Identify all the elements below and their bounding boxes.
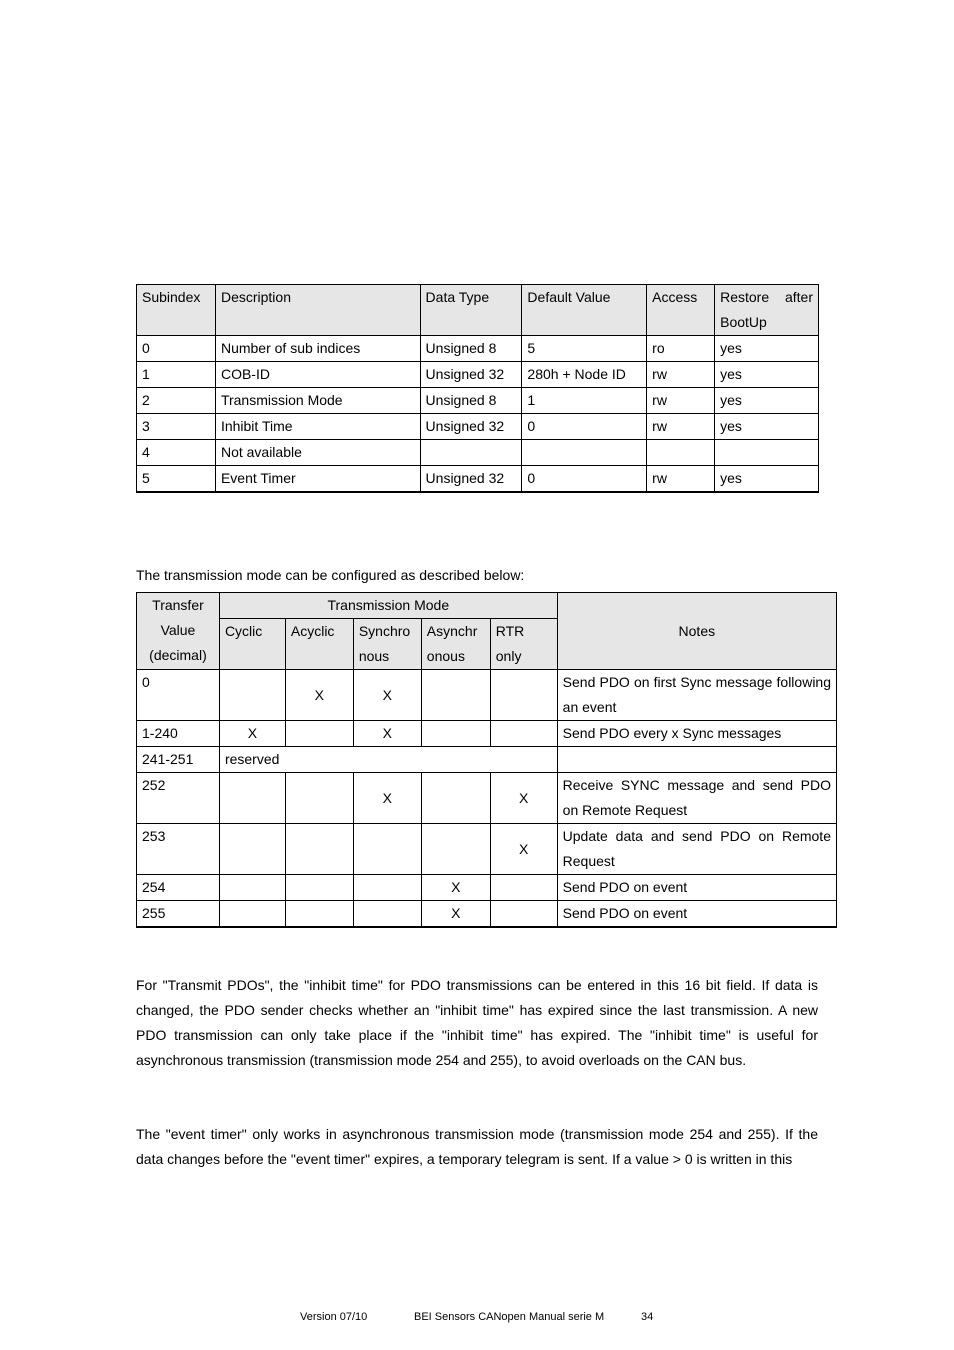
table-cell: yes xyxy=(715,466,819,493)
mode-row xyxy=(137,773,837,824)
table-row xyxy=(137,388,819,414)
transfer-line-2: Value xyxy=(160,622,196,638)
transfer-value-cell: 253 xyxy=(137,824,220,875)
table-cell: yes xyxy=(715,414,819,440)
mode-mark-cell xyxy=(219,824,285,875)
table-cell xyxy=(420,440,522,466)
table-row xyxy=(137,362,819,388)
mode-mark-cell xyxy=(285,824,353,875)
table-row xyxy=(137,336,819,362)
mode-mark-cell: X xyxy=(421,901,490,928)
mode-mark-cell xyxy=(219,901,285,928)
notes-cell: Update data and send PDO on Remote Request xyxy=(557,824,836,875)
header-rtr-line1: RTR xyxy=(495,623,525,639)
mode-mark-cell xyxy=(285,721,353,747)
notes-cell: Send PDO every x Sync messages xyxy=(557,721,836,747)
footer-page-number: 34 xyxy=(641,1311,654,1323)
mode-row xyxy=(137,875,837,901)
header-acyclic-text: Acyclic xyxy=(290,623,335,639)
header-default-value: Default Value xyxy=(522,285,647,336)
table-cell: yes xyxy=(715,336,819,362)
transfer-value-cell: 252 xyxy=(137,773,220,824)
table-cell: 0 xyxy=(137,336,216,362)
mode-mark-cell xyxy=(285,773,353,824)
table-cell: 1 xyxy=(522,388,647,414)
transfer-value-cell: 241-251 xyxy=(137,747,220,773)
header-access: Access xyxy=(647,285,715,336)
mode-mark-cell xyxy=(285,901,353,928)
footer-version: Version 07/10 xyxy=(300,1311,368,1323)
transfer-value-cell: 1-240 xyxy=(137,721,220,747)
table-header-row xyxy=(137,285,819,336)
mode-row xyxy=(137,824,837,875)
mode-header-row-1 xyxy=(137,593,837,619)
mode-mark-cell xyxy=(353,875,421,901)
mode-mark-cell: X xyxy=(490,773,557,824)
header-synchronous-line1: Synchro xyxy=(358,623,411,639)
header-asynchronous xyxy=(421,619,490,670)
table-cell: 3 xyxy=(137,414,216,440)
table-cell: yes xyxy=(715,362,819,388)
table-cell: 4 xyxy=(137,440,216,466)
header-notes: Notes xyxy=(557,593,836,670)
mode-mark-cell xyxy=(421,670,490,721)
table-cell: rw xyxy=(647,388,715,414)
table-cell xyxy=(522,440,647,466)
header-restore-after-bootup xyxy=(715,285,819,336)
header-acyclic xyxy=(285,619,353,670)
notes-cell: Receive SYNC message and send PDO on Remote Request xyxy=(557,773,836,824)
table-cell: Unsigned 8 xyxy=(420,336,522,362)
table-cell: 5 xyxy=(522,336,647,362)
object-table xyxy=(136,284,819,493)
table-cell: Event Timer xyxy=(215,466,420,493)
table-cell: 5 xyxy=(137,466,216,493)
mode-mark-cell: X xyxy=(353,721,421,747)
transfer-value-cell: 255 xyxy=(137,901,220,928)
intro-text: The transmission mode can be configured as described below: xyxy=(136,567,525,583)
table-cell: Unsigned 32 xyxy=(420,466,522,493)
mode-mark-cell xyxy=(219,875,285,901)
mode-mark-cell xyxy=(421,773,490,824)
mode-mark-cell xyxy=(421,721,490,747)
table-cell: ro xyxy=(647,336,715,362)
mode-mark-cell: X xyxy=(490,824,557,875)
mode-mark-cell: X xyxy=(353,773,421,824)
header-cyclic-text: Cyclic xyxy=(224,623,263,639)
table-cell: Inhibit Time xyxy=(215,414,420,440)
header-asynchronous-line1: Asynchr xyxy=(426,623,478,639)
mode-mark-cell: X xyxy=(353,670,421,721)
transfer-value-cell: 254 xyxy=(137,875,220,901)
table-cell: Number of sub indices xyxy=(215,336,420,362)
header-synchronous-line2: nous xyxy=(358,648,390,664)
mode-mark-cell xyxy=(490,670,557,721)
table-row xyxy=(137,440,819,466)
table-cell: 0 xyxy=(522,414,647,440)
header-rtr-line2: only xyxy=(495,648,522,664)
table-cell: Unsigned 32 xyxy=(420,362,522,388)
table-cell: Not available xyxy=(215,440,420,466)
table-row xyxy=(137,414,819,440)
table-cell: 280h + Node ID xyxy=(522,362,647,388)
footer-title: BEI Sensors CANopen Manual serie M xyxy=(414,1311,605,1323)
table-cell: Unsigned 8 xyxy=(420,388,522,414)
table-cell: yes xyxy=(715,388,819,414)
table-cell xyxy=(715,440,819,466)
notes-cell xyxy=(557,747,836,773)
header-asynchronous-line2: onous xyxy=(426,648,465,664)
table-cell: COB-ID xyxy=(215,362,420,388)
header-rtr-only xyxy=(490,619,557,670)
header-subindex: Subindex xyxy=(137,285,216,336)
header-cyclic xyxy=(219,619,285,670)
mode-mark-cell xyxy=(219,773,285,824)
notes-cell: Send PDO on first Sync message following an event xyxy=(557,670,836,721)
mode-row xyxy=(137,901,837,928)
header-transmission-mode: Transmission Mode xyxy=(219,593,557,619)
notes-cell: Send PDO on event xyxy=(557,901,836,928)
paragraph-event-timer: The "event timer" only works in asynchronous transmission mode (transmission mode 254 and 255). If the data changes before the "event timer" expires, a temporary telegram is sent. If a value > 0 is written in this xyxy=(136,1126,818,1167)
mode-row xyxy=(137,721,837,747)
mode-row xyxy=(137,670,837,721)
table-cell: 1 xyxy=(137,362,216,388)
mode-mark-cell xyxy=(490,875,557,901)
transfer-line-1: Transfer xyxy=(152,597,204,613)
header-restore-line2: BootUp xyxy=(720,314,767,330)
mode-mark-cell xyxy=(285,875,353,901)
table-cell: rw xyxy=(647,466,715,493)
mode-mark-cell xyxy=(421,824,490,875)
mode-mark-cell xyxy=(353,824,421,875)
mode-mark-cell xyxy=(490,721,557,747)
table-cell: 2 xyxy=(137,388,216,414)
table-cell: 0 xyxy=(522,466,647,493)
paragraph-inhibit-time: For "Transmit PDOs", the "inhibit time" for PDO transmissions can be entered in this 16 bit field. If data is changed, the PDO sender checks whether an "inhibit time" has expired since the last transmission. A new PDO transmission can only take place if the "inhibit time" has expired. The "inhibit time" is useful for asynchronous transmission (transmission mode 254 and 255), to avoid overloads on the CAN bus. xyxy=(136,977,818,1068)
mode-mark-cell xyxy=(219,670,285,721)
header-description: Description xyxy=(215,285,420,336)
mode-mark-cell xyxy=(490,901,557,928)
header-transfer-value xyxy=(137,593,220,670)
table-cell xyxy=(647,440,715,466)
notes-cell: Send PDO on event xyxy=(557,875,836,901)
table-cell: rw xyxy=(647,414,715,440)
header-synchronous xyxy=(353,619,421,670)
header-restore-line1: Restore after xyxy=(720,289,813,305)
table-cell: Transmission Mode xyxy=(215,388,420,414)
transfer-value-cell: 0 xyxy=(137,670,220,721)
mode-mark-cell: X xyxy=(219,721,285,747)
header-data-type: Data Type xyxy=(420,285,522,336)
mode-row xyxy=(137,747,837,773)
table-cell: Unsigned 32 xyxy=(420,414,522,440)
mode-mark-cell: X xyxy=(421,875,490,901)
transmission-mode-table xyxy=(136,592,837,928)
table-cell: rw xyxy=(647,362,715,388)
table-row xyxy=(137,466,819,493)
mode-mark-cell xyxy=(353,901,421,928)
mode-mark-cell: X xyxy=(285,670,353,721)
reserved-cell: reserved xyxy=(219,747,557,773)
transfer-line-3: (decimal) xyxy=(149,647,207,663)
